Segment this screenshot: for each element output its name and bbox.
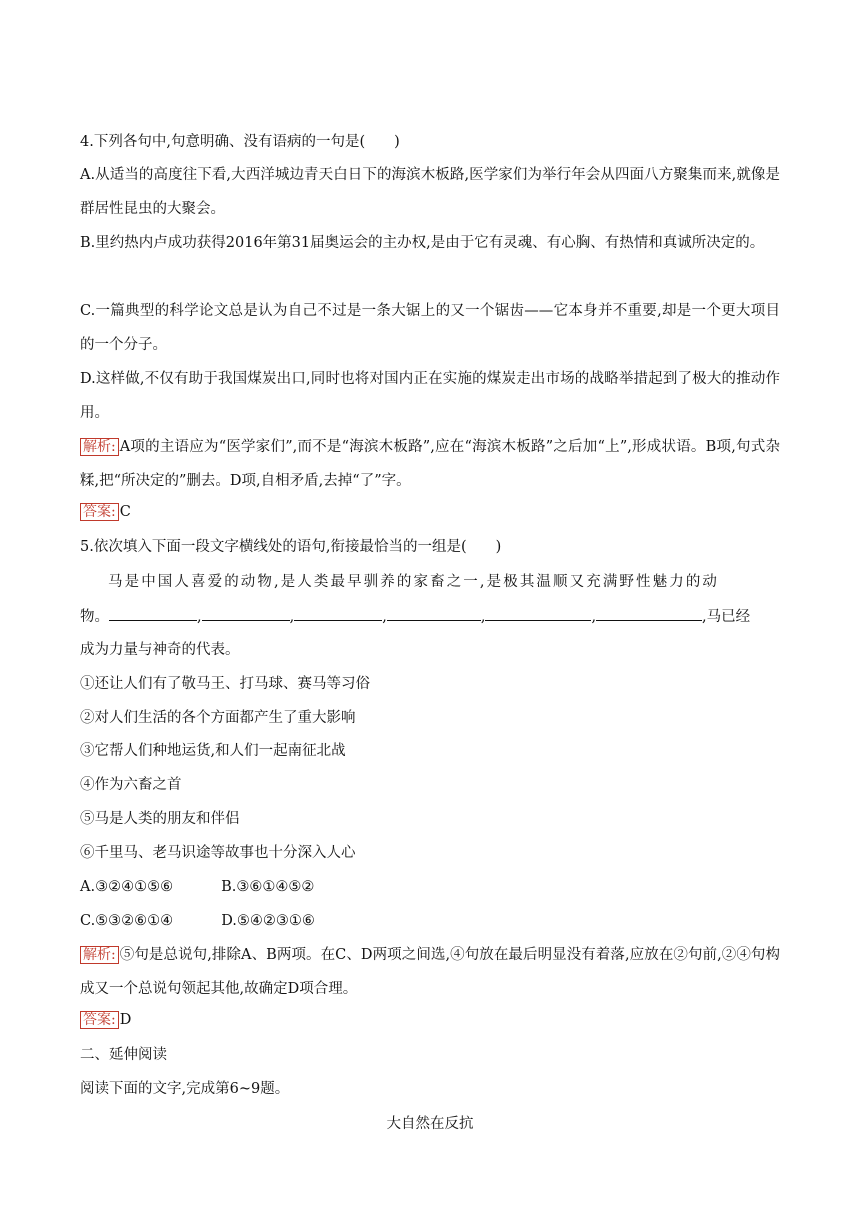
answer-label: 答案: [80, 1011, 119, 1029]
blank-3 [294, 606, 382, 621]
q5-answer [80, 1010, 780, 1030]
q4-analysis [80, 430, 780, 498]
q5-passage-line-2: 物。 , , , , , ,马已经 [80, 606, 780, 627]
q5-choices-cd [80, 911, 780, 931]
q4-option-d: D.这样做,不仅有助于我国煤炭出口,同时也将对国内正在实施的煤炭走出市场的战略举措起到了极大的推动作用。 [80, 371, 780, 421]
q5-choice-a: A.③②④①⑤⑥ [80, 879, 174, 895]
q5-item-1: ①还让人们有了敬马王、打马球、赛马等习俗 [80, 676, 370, 692]
q4-option-a: A.从适当的高度往下看,大西洋城边青天白日下的海滨木板路,医学家们为举行年会从四面八方聚集而来,就像是群居性昆虫的大聚会。 [80, 167, 780, 217]
q5-analysis [80, 938, 780, 1006]
blank-1 [109, 606, 197, 621]
blank-6 [596, 606, 702, 621]
q4-option-b: B.里约热内卢成功获得2016年第31届奥运会的主办权,是由于它有灵魂、有心胸、有热情和真诚所决定的。 [80, 235, 765, 251]
q5-choices-ab [80, 877, 780, 897]
q5-stem: 5.依次填入下面一段文字横线处的语句,衔接最恰当的一组是( ) [80, 539, 502, 555]
q4-option-c: C.一篇典型的科学论文总是认为自己不过是一条大锯上的又一个锯齿——它本身并不重要,却是一个更大项目的一个分子。 [80, 303, 780, 353]
section-heading: 二、延伸阅读 [80, 1047, 167, 1063]
q5-choice-b: B.③⑥①④⑤② [221, 879, 315, 895]
q5-answer-value: D [119, 1012, 132, 1028]
q4-answer-value: C [119, 504, 131, 520]
article-title: 大自然在反抗 [386, 1116, 474, 1132]
q5-item-5: ⑤马是人类的朋友和伴侣 [80, 811, 240, 827]
reading-instruction: 阅读下面的文字,完成第6~9题。 [80, 1081, 290, 1097]
q4-stem: 4.下列各句中,句意明确、没有语病的一句是( ) [80, 134, 400, 150]
analysis-label: 解析: [80, 946, 119, 964]
q4-analysis-text: A项的主语应为“医学家们”,而不是“海滨木板路”,应在“海滨木板路”之后加“上”,形成状语。B项,句式杂糅,把“所决定的”删去。D项,自相矛盾,去掉“了”字。 [80, 439, 780, 489]
q5-choice-d: D.⑤④②③①⑥ [221, 913, 315, 929]
blank-2 [202, 606, 290, 621]
q5-choice-c: C.⑤③②⑥①④ [80, 913, 174, 929]
q5-item-2: ②对人们生活的各个方面都产生了重大影响 [80, 710, 356, 726]
blank-5 [485, 606, 591, 621]
q4-answer [80, 502, 780, 522]
q5-item-4: ④作为六畜之首 [80, 777, 182, 793]
q5-item-6: ⑥千里马、老马识途等故事也十分深入人心 [80, 845, 356, 861]
answer-label: 答案: [80, 503, 119, 521]
q5-passage-line-1: 马是中国人喜爱的动物,是人类最早驯养的家畜之一,是极其温顺又充满野性魅力的动 [108, 574, 720, 590]
q5-passage-line-3: 成为力量与神奇的代表。 [80, 642, 240, 658]
analysis-label: 解析: [80, 438, 119, 456]
blank-4 [387, 606, 481, 621]
q5-item-3: ③它帮人们种地运货,和人们一起南征北战 [80, 743, 346, 759]
q5-analysis-text: ⑤句是总说句,排除A、B两项。在C、D两项之间选,④句放在最后明显没有着落,应放在②句前,②④句构成又一个总说句领起其他,故确定D项合理。 [80, 947, 780, 997]
